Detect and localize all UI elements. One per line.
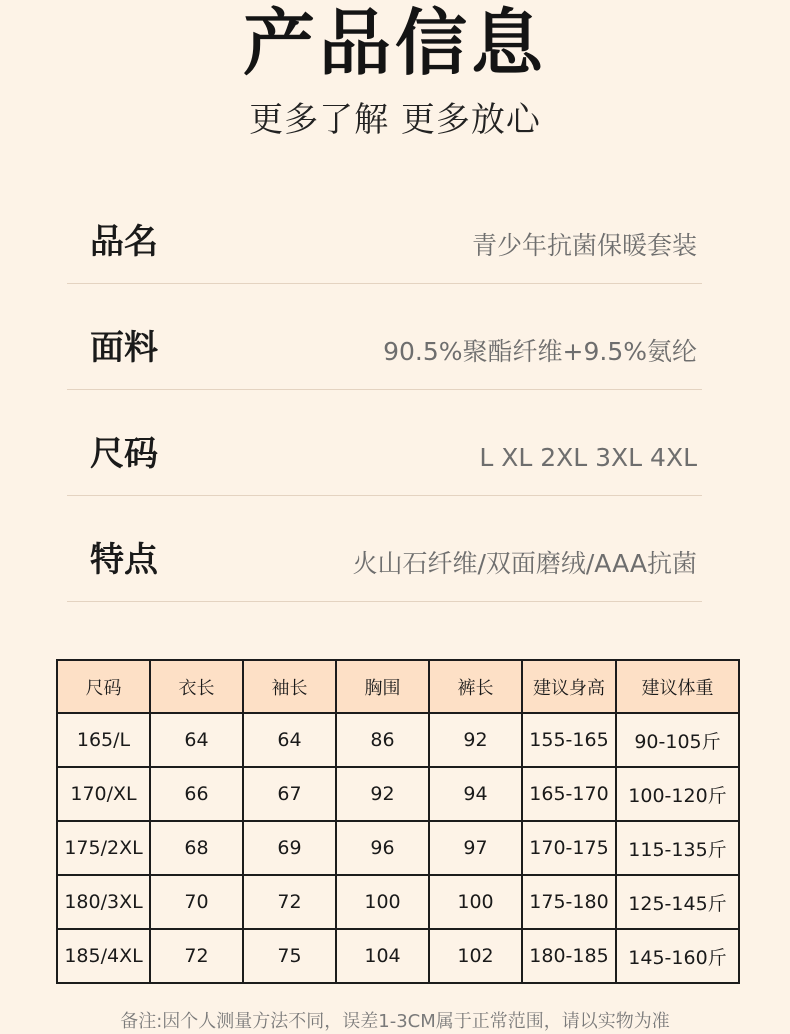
- table-cell: 175/2XL: [57, 821, 150, 875]
- column-header: 建议身高: [522, 660, 616, 713]
- table-cell: 185/4XL: [57, 929, 150, 983]
- info-value: L XL 2XL 3XL 4XL: [479, 443, 697, 472]
- info-value: 火山石纤维/双面磨绒/AAA抗菌: [352, 549, 697, 578]
- table-cell: 102: [429, 929, 522, 983]
- table-cell: 96: [336, 821, 429, 875]
- table-cell: 67: [243, 767, 336, 821]
- table-cell: 104: [336, 929, 429, 983]
- table-cell: 97: [429, 821, 522, 875]
- table-row: [57, 713, 739, 767]
- table-cell: 165-170: [522, 767, 616, 821]
- table-cell: 170-175: [522, 821, 616, 875]
- product-info-list: [67, 178, 702, 602]
- page-title: 产品信息: [242, 1, 547, 85]
- table-cell: 170/XL: [57, 767, 150, 821]
- table-cell: 64: [150, 713, 243, 767]
- table-cell: 100-120斤: [616, 767, 739, 821]
- column-header: 裤长: [429, 660, 522, 713]
- info-label: 尺码: [90, 434, 158, 474]
- table-cell: 180/3XL: [57, 875, 150, 929]
- table-cell: 72: [150, 929, 243, 983]
- column-header: 衣长: [150, 660, 243, 713]
- info-label: 特点: [90, 540, 158, 580]
- table-row: [57, 821, 739, 875]
- table-cell: 125-145斤: [616, 875, 739, 929]
- table-cell: 94: [429, 767, 522, 821]
- info-label: 品名: [90, 222, 158, 262]
- column-header: 袖长: [243, 660, 336, 713]
- column-header: 尺码: [57, 660, 150, 713]
- column-header: 胸围: [336, 660, 429, 713]
- info-row-size: [67, 390, 702, 496]
- page-subtitle: 更多了解 更多放心: [249, 100, 541, 140]
- info-row-name: [67, 178, 702, 284]
- table-cell: 75: [243, 929, 336, 983]
- table-cell: 86: [336, 713, 429, 767]
- table-cell: 145-160斤: [616, 929, 739, 983]
- info-label: 面料: [90, 328, 158, 368]
- table-cell: 92: [336, 767, 429, 821]
- table-cell: 180-185: [522, 929, 616, 983]
- column-header: 建议体重: [616, 660, 739, 713]
- table-cell: 175-180: [522, 875, 616, 929]
- table-cell: 69: [243, 821, 336, 875]
- info-value: 青少年抗菌保暖套装: [471, 231, 697, 260]
- table-row: [57, 875, 739, 929]
- info-row-fabric: [67, 284, 702, 390]
- size-chart-table: [56, 659, 740, 984]
- table-row: [57, 929, 739, 983]
- table-cell: 115-135斤: [616, 821, 739, 875]
- table-header-row: [57, 660, 739, 713]
- table-cell: 66: [150, 767, 243, 821]
- table-row: [57, 767, 739, 821]
- table-cell: 72: [243, 875, 336, 929]
- table-cell: 70: [150, 875, 243, 929]
- table-cell: 155-165: [522, 713, 616, 767]
- table-cell: 165/L: [57, 713, 150, 767]
- info-value: 90.5%聚酯纤维+9.5%氨纶: [383, 337, 697, 366]
- table-cell: 64: [243, 713, 336, 767]
- table-cell: 100: [429, 875, 522, 929]
- info-row-features: [67, 496, 702, 602]
- footnote: 备注:因个人测量方法不同，误差1-3CM属于正常范围，请以实物为准: [120, 1011, 670, 1032]
- table-cell: 92: [429, 713, 522, 767]
- table-cell: 68: [150, 821, 243, 875]
- table-cell: 90-105斤: [616, 713, 739, 767]
- table-cell: 100: [336, 875, 429, 929]
